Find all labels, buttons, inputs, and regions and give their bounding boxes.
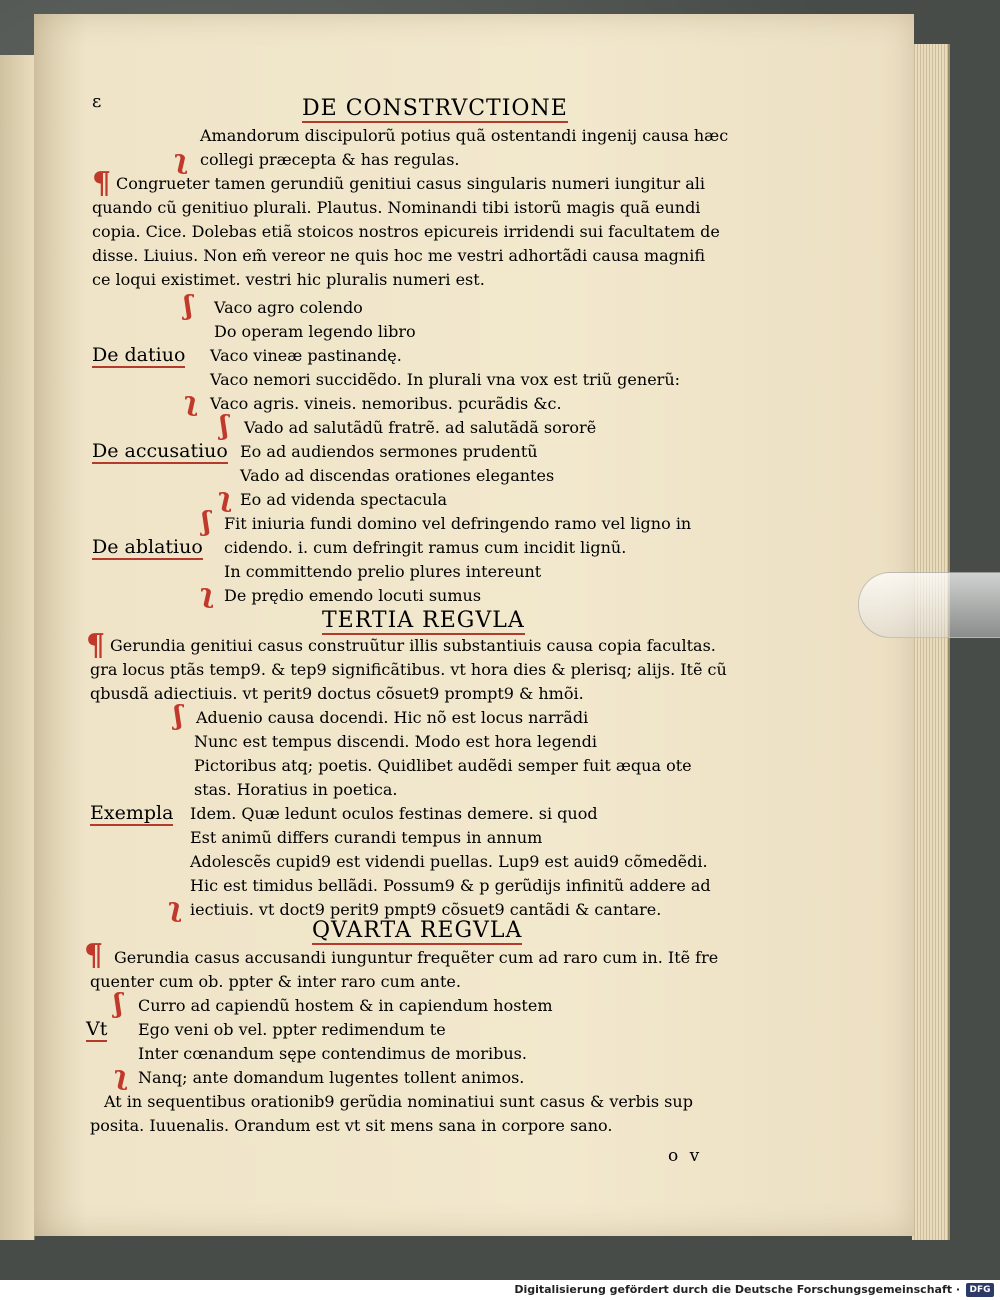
heading-quarta-regula: QVARTA REGVLA <box>312 918 523 943</box>
text-line: Gerundia casus accusandi iunguntur frequẽter cum ad raro cum in. Itẽ fre <box>114 948 719 967</box>
text-line: Aduenio causa docendi. Hic nõ est locus narrãdi <box>196 708 589 727</box>
text-line: stas. Horatius in poetica. <box>194 780 398 799</box>
text-line: Vado ad salutãdũ fratrẽ. ad salutãdã sororẽ <box>244 418 597 437</box>
rubric-mark: ʅ <box>200 579 215 609</box>
text-line: Ego veni ob vel. ppter redimendum te <box>138 1020 446 1039</box>
text-line: Congrueter tamen gerundiũ genitiui casus singularis numeri iungitur ali <box>116 174 706 193</box>
pilcrow-icon: ¶ <box>86 628 106 663</box>
text-line: disse. Liuius. Non em̃ vereor ne quis hoc me vestri adhortãdi causa magnifi <box>92 246 706 265</box>
text-line: Pictoribus atq; poetis. Quidlibet audẽdi semper fuit æqua ote <box>194 756 692 775</box>
text-line: Fit iniuria fundi domino vel defringendo ramo vel ligno in <box>224 514 692 533</box>
book-page <box>34 14 914 1236</box>
facing-page-edge <box>0 55 35 1240</box>
text-line: posita. Iuuenalis. Orandum est vt sit mens sana in corpore sano. <box>90 1116 613 1135</box>
running-head: DE CONSTRVCTIONE <box>302 96 568 121</box>
dfg-logo-icon: DFG <box>966 1283 994 1297</box>
text-line: Nanq; ante domandum lugentes tollent animos. <box>138 1068 525 1087</box>
page-stack-edge <box>912 44 950 1240</box>
text-line: Vado ad discendas orationes elegantes <box>240 466 555 485</box>
rubric-mark: ʃ <box>174 701 183 731</box>
pilcrow-icon: ¶ <box>92 166 112 201</box>
rubric-mark: ʅ <box>174 145 189 175</box>
text-line: In committendo prelio plures intereunt <box>224 562 542 581</box>
text-line: At in sequentibus orationib9 gerũdia nominatiui sunt casus & verbis sup <box>104 1092 693 1111</box>
rubric-mark: ʃ <box>184 291 193 321</box>
rubric-mark: ʅ <box>168 893 183 923</box>
label-vt: Vt <box>86 1018 108 1040</box>
rubric-mark: ʅ <box>114 1061 129 1091</box>
text-line: Vaco nemori succidẽdo. In plurali vna vox est triũ generũ: <box>210 370 681 389</box>
text-line: Hic est timidus bellãdi. Possum9 & p gerũdijs infinitũ addere ad <box>190 876 711 895</box>
text-line: Do operam legendo libro <box>214 322 416 341</box>
rubric-mark: ʃ <box>202 507 211 537</box>
rubric-mark: ʅ <box>218 483 233 513</box>
text-line: Amandorum discipulorũ potius quã ostentandi ingenij causa hæc <box>200 126 729 145</box>
text-line: Curro ad capiendũ hostem & in capiendum hostem <box>138 996 553 1015</box>
text-line: Eo ad audiendos sermones prudentũ <box>240 442 538 461</box>
rubric-mark: ʃ <box>114 989 123 1019</box>
text-line: Eo ad videnda spectacula <box>240 490 448 509</box>
funding-footer <box>0 1280 1000 1300</box>
label-de-dativo: De datiuo <box>92 344 186 366</box>
heading-tertia-regula: TERTIA REGVLA <box>322 608 525 633</box>
rubric-mark: ʃ <box>220 411 229 441</box>
text-line: Idem. Quæ ledunt oculos festinas demere. si quod <box>190 804 598 823</box>
text-line: Nunc est tempus discendi. Modo est hora legendi <box>194 732 597 751</box>
quire-signature: o v <box>668 1146 703 1166</box>
glass-page-weight <box>858 572 1000 638</box>
text-line: Est animũ differs curandi tempus in annum <box>190 828 543 847</box>
pilcrow-icon: ¶ <box>84 938 104 973</box>
text-line: qbusdã adiectiuis. vt perit9 doctus cõsuet9 prompt9 & hmõi. <box>90 684 584 703</box>
text-line: Vaco vineæ pastinandę. <box>210 346 402 365</box>
text-line: Gerundia genitiui casus construũtur illis substantiuis causa copia facultas. <box>110 636 716 655</box>
text-line: quando cũ genitiuo plurali. Plautus. Nominandi tibi istorũ magis quã eundi <box>92 198 701 217</box>
funding-note: Digitalisierung gefördert durch die Deutsche Forschungsgemeinschaft · <box>514 1283 960 1296</box>
text-line: collegi præcepta & has regulas. <box>200 150 460 169</box>
text-line: iectiuis. vt doct9 perit9 pmpt9 cõsuet9 cantãdi & cantare. <box>190 900 662 919</box>
text-line: Adolescẽs cupid9 est videndi puellas. Lup9 est auid9 cõmedẽdi. <box>190 852 708 871</box>
text-line: De prędio emendo locuti sumus <box>224 586 482 605</box>
text-line: Inter cœnandum sępe contendimus de moribus. <box>138 1044 527 1063</box>
text-line: cidendo. i. cum defringit ramus cum incidit lignũ. <box>224 538 627 557</box>
text-line: Vaco agro colendo <box>214 298 363 317</box>
rubric-mark: ʅ <box>184 387 199 417</box>
text-line: gra locus ptãs temp9. & tep9 significãtibus. vt hora dies & plerisq; alijs. Itẽ cũ <box>90 660 727 679</box>
label-de-ablativo: De ablatiuo <box>92 536 203 558</box>
label-de-accusativo: De accusatiuo <box>92 440 228 462</box>
label-exempla: Exempla <box>90 802 174 824</box>
text-line: Vaco agris. vineis. nemoribus. pcurãdis &c. <box>210 394 562 413</box>
text-line: ce loqui existimet. vestri hic pluralis numeri est. <box>92 270 485 289</box>
text-line: quenter cum ob. ppter & inter raro cum ante. <box>90 972 461 991</box>
folio-mark: ε <box>92 91 102 112</box>
text-line: copia. Cice. Dolebas etiã stoicos nostros epicureis irridendi sui facultatem de <box>92 222 720 241</box>
